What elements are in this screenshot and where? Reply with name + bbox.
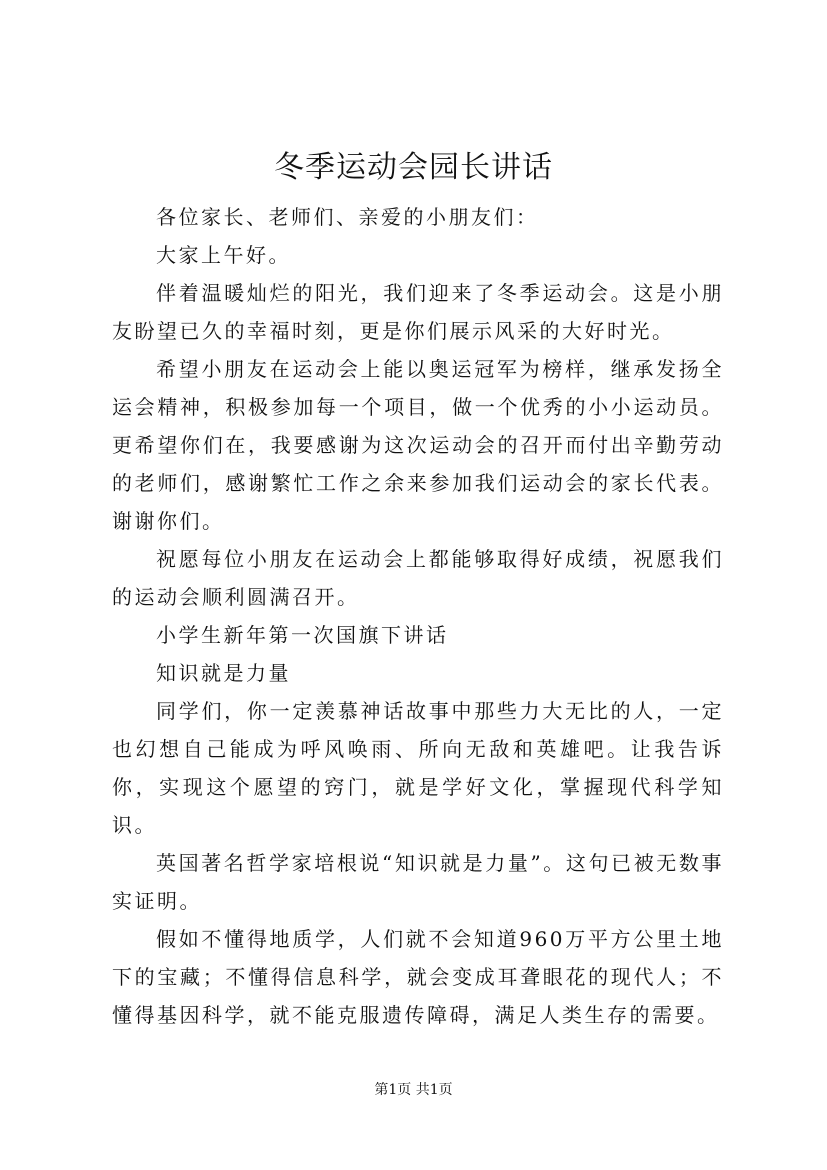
paragraph: 同学们，你一定羡慕神话故事中那些力大无比的人，一定也幻想自己能成为呼风唤雨、所向无敌和英雄吧。让我告诉你，实现这个愿望的窍门，就是学好文化，掌握现代科学知识。 bbox=[112, 699, 724, 837]
paragraph: 英国著名哲学家培根说“知识就是力量”。这句已被无数事实证明。 bbox=[112, 851, 724, 913]
paragraph-good-morning: 大家上午好。 bbox=[156, 243, 291, 267]
document-title: 冬季运动会园长讲话 bbox=[274, 150, 553, 185]
paragraph-greeting: 各位家长、老师们、亲爱的小朋友们： bbox=[156, 205, 539, 229]
paragraph: 希望小朋友在运动会上能以奥运冠军为榜样，继承发扬全运会精神，积极参加每一个项目，做一个优秀的小小运动员。更希望你们在，我要感谢为这次运动会的召开而付出辛勤劳动的老师们，感谢繁忙工作之余来参加我们运动会的家长代表。谢谢你们。 bbox=[112, 357, 724, 533]
section-subheading: 知识就是力量 bbox=[156, 661, 291, 685]
paragraph: 祝愿每位小朋友在运动会上都能够取得好成绩，祝愿我们的运动会顺利圆满召开。 bbox=[112, 547, 724, 609]
paragraph: 假如不懂得地质学，人们就不会知道960万平方公里土地下的宝藏；不懂得信息科学，就会变成耳聋眼花的现代人；不懂得基因科学，就不能克服遗传障碍，满足人类生存的需要。 bbox=[112, 927, 724, 1027]
page-number-footer: 第1页 共1页 bbox=[374, 1082, 453, 1098]
document-body bbox=[112, 198, 724, 1034]
paragraph: 伴着温暖灿烂的阳光，我们迎来了冬季运动会。这是小朋友盼望已久的幸福时刻，更是你们展示风采的大好时光。 bbox=[112, 281, 724, 343]
section-heading: 小学生新年第一次国旗下讲话 bbox=[156, 623, 449, 647]
